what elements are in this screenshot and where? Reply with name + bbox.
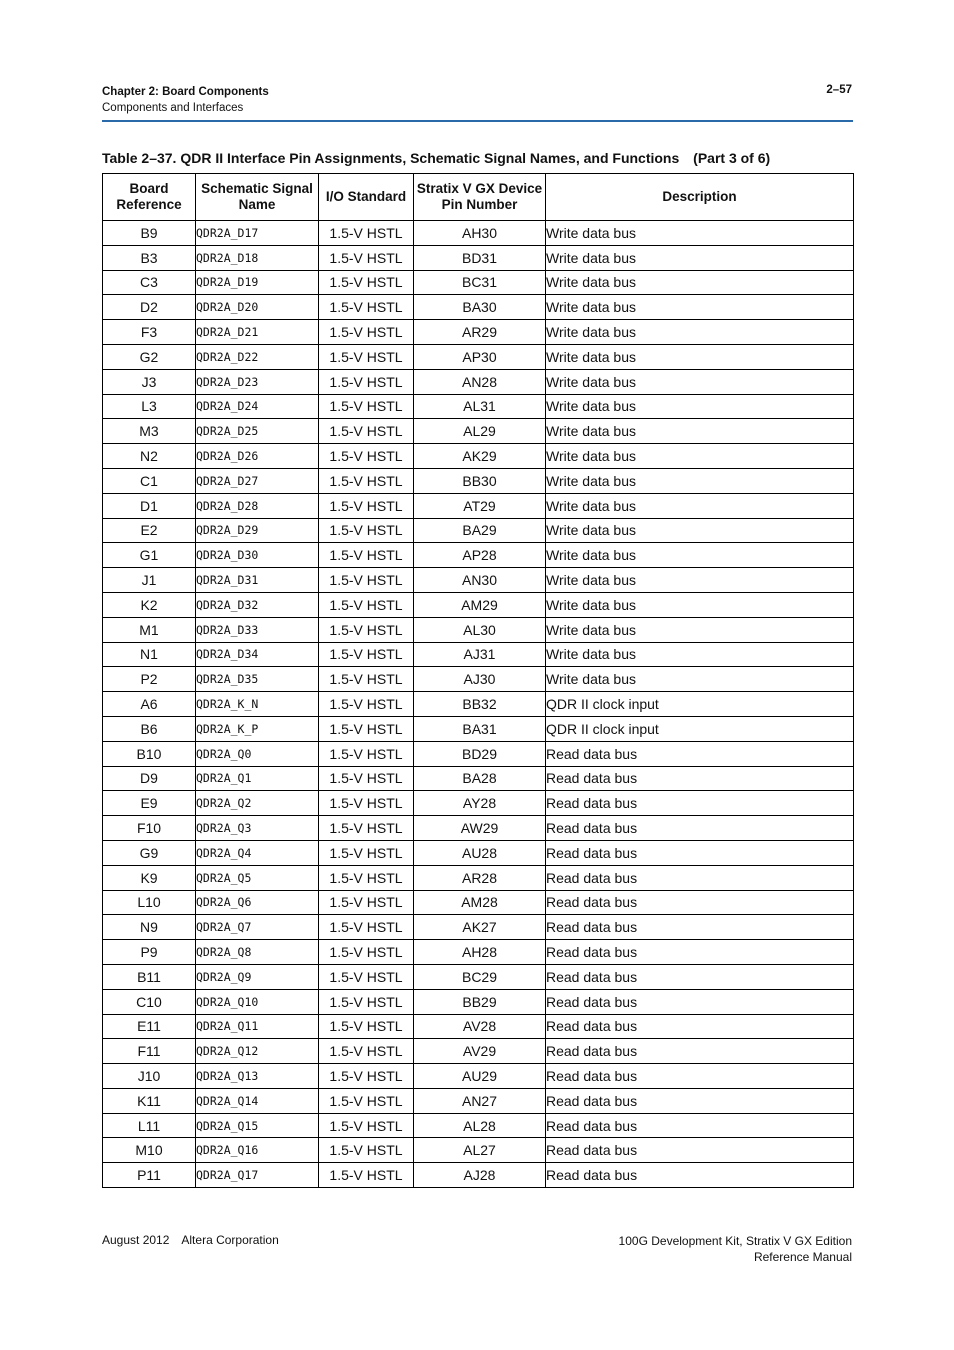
io-standard-cell: 1.5-V HSTL (319, 816, 414, 841)
board-reference-cell: L11 (103, 1113, 196, 1138)
table-row (103, 543, 854, 568)
io-standard-cell: 1.5-V HSTL (319, 518, 414, 543)
description-cell: Read data bus (546, 791, 854, 816)
board-reference-cell: P11 (103, 1163, 196, 1188)
board-reference-cell: B6 (103, 716, 196, 741)
board-reference-cell: M1 (103, 617, 196, 642)
table-caption-part: (Part 3 of 6) (693, 150, 771, 166)
io-standard-cell: 1.5-V HSTL (319, 444, 414, 469)
board-reference-cell: B3 (103, 245, 196, 270)
io-standard-cell: 1.5-V HSTL (319, 791, 414, 816)
io-standard-cell: 1.5-V HSTL (319, 394, 414, 419)
table-row (103, 592, 854, 617)
table-row (103, 394, 854, 419)
io-standard-cell: 1.5-V HSTL (319, 865, 414, 890)
description-cell: Write data bus (546, 295, 854, 320)
description-cell: Read data bus (546, 964, 854, 989)
device-pin-cell: AK29 (414, 444, 546, 469)
footer-doc-title: 100G Development Kit, Stratix V GX Edition (618, 1234, 852, 1248)
table-body (103, 221, 854, 1188)
table-row (103, 1014, 854, 1039)
description-cell: Read data bus (546, 1113, 854, 1138)
device-pin-cell: AJ30 (414, 667, 546, 692)
io-standard-cell: 1.5-V HSTL (319, 369, 414, 394)
device-pin-cell: AU29 (414, 1064, 546, 1089)
table-row (103, 642, 854, 667)
io-standard-cell: 1.5-V HSTL (319, 419, 414, 444)
description-cell: Read data bus (546, 1088, 854, 1113)
table-row (103, 816, 854, 841)
io-standard-cell: 1.5-V HSTL (319, 667, 414, 692)
description-cell: Read data bus (546, 865, 854, 890)
device-pin-cell: AM29 (414, 592, 546, 617)
board-reference-cell: M3 (103, 419, 196, 444)
board-reference-cell: N1 (103, 642, 196, 667)
description-cell: Write data bus (546, 419, 854, 444)
signal-name-cell: QDR2A_D20 (196, 295, 319, 320)
running-header (102, 84, 269, 116)
signal-name-cell: QDR2A_D26 (196, 444, 319, 469)
signal-name-cell: QDR2A_Q14 (196, 1088, 319, 1113)
table-caption-title: Table 2–37. QDR II Interface Pin Assignments, Schematic Signal Names, and Functions (102, 150, 680, 166)
board-reference-cell: F10 (103, 816, 196, 841)
table-row (103, 493, 854, 518)
signal-name-cell: QDR2A_Q9 (196, 964, 319, 989)
board-reference-cell: L10 (103, 890, 196, 915)
description-cell: Read data bus (546, 840, 854, 865)
chapter-title: Chapter 2: Board Components (102, 86, 269, 98)
description-cell: Write data bus (546, 221, 854, 246)
io-standard-cell: 1.5-V HSTL (319, 1113, 414, 1138)
device-pin-cell: AJ28 (414, 1163, 546, 1188)
signal-name-cell: QDR2A_D17 (196, 221, 319, 246)
device-pin-cell: AL27 (414, 1138, 546, 1163)
io-standard-cell: 1.5-V HSTL (319, 1138, 414, 1163)
device-pin-cell: BA30 (414, 295, 546, 320)
device-pin-cell: BA28 (414, 766, 546, 791)
board-reference-cell: L3 (103, 394, 196, 419)
table-row (103, 344, 854, 369)
device-pin-cell: AV28 (414, 1014, 546, 1039)
io-standard-cell: 1.5-V HSTL (319, 270, 414, 295)
io-standard-cell: 1.5-V HSTL (319, 1039, 414, 1064)
footer-date: August 2012 (102, 1233, 170, 1247)
signal-name-cell: QDR2A_Q12 (196, 1039, 319, 1064)
board-reference-cell: C10 (103, 989, 196, 1014)
description-cell: Write data bus (546, 493, 854, 518)
description-cell: Write data bus (546, 320, 854, 345)
description-cell: Write data bus (546, 394, 854, 419)
signal-name-cell: QDR2A_Q3 (196, 816, 319, 841)
device-pin-cell: AR28 (414, 865, 546, 890)
table-row (103, 692, 854, 717)
table-row (103, 518, 854, 543)
io-standard-cell: 1.5-V HSTL (319, 890, 414, 915)
signal-name-cell: QDR2A_D21 (196, 320, 319, 345)
signal-name-cell: QDR2A_D18 (196, 245, 319, 270)
device-pin-cell: AW29 (414, 816, 546, 841)
signal-name-cell: QDR2A_D24 (196, 394, 319, 419)
table-row (103, 865, 854, 890)
header-description: Description (546, 174, 854, 221)
description-cell: Read data bus (546, 1014, 854, 1039)
device-pin-cell: BA31 (414, 716, 546, 741)
table-row (103, 468, 854, 493)
io-standard-cell: 1.5-V HSTL (319, 468, 414, 493)
description-cell: Read data bus (546, 816, 854, 841)
io-standard-cell: 1.5-V HSTL (319, 964, 414, 989)
device-pin-cell: BD31 (414, 245, 546, 270)
description-cell: Read data bus (546, 1163, 854, 1188)
board-reference-cell: J10 (103, 1064, 196, 1089)
table-row (103, 568, 854, 593)
table-row (103, 964, 854, 989)
table-row (103, 890, 854, 915)
device-pin-cell: AH30 (414, 221, 546, 246)
signal-name-cell: QDR2A_K_N (196, 692, 319, 717)
signal-name-cell: QDR2A_Q5 (196, 865, 319, 890)
description-cell: Read data bus (546, 1039, 854, 1064)
description-cell: Write data bus (546, 617, 854, 642)
table-row (103, 766, 854, 791)
table-row (103, 245, 854, 270)
device-pin-cell: AV29 (414, 1039, 546, 1064)
device-pin-cell: AP30 (414, 344, 546, 369)
board-reference-cell: K11 (103, 1088, 196, 1113)
signal-name-cell: QDR2A_Q11 (196, 1014, 319, 1039)
table-row (103, 320, 854, 345)
description-cell: QDR II clock input (546, 716, 854, 741)
table-row (103, 1039, 854, 1064)
board-reference-cell: E2 (103, 518, 196, 543)
io-standard-cell: 1.5-V HSTL (319, 642, 414, 667)
signal-name-cell: QDR2A_D31 (196, 568, 319, 593)
signal-name-cell: QDR2A_D29 (196, 518, 319, 543)
footer-right (619, 1233, 852, 1265)
device-pin-cell: AT29 (414, 493, 546, 518)
table-row (103, 840, 854, 865)
device-pin-cell: AU28 (414, 840, 546, 865)
signal-name-cell: QDR2A_Q4 (196, 840, 319, 865)
device-pin-cell: AL31 (414, 394, 546, 419)
device-pin-cell: AJ31 (414, 642, 546, 667)
table-row (103, 617, 854, 642)
table-row (103, 716, 854, 741)
board-reference-cell: F11 (103, 1039, 196, 1064)
table-row (103, 791, 854, 816)
description-cell: Write data bus (546, 592, 854, 617)
signal-name-cell: QDR2A_D34 (196, 642, 319, 667)
signal-name-cell: QDR2A_D27 (196, 468, 319, 493)
io-standard-cell: 1.5-V HSTL (319, 344, 414, 369)
io-standard-cell: 1.5-V HSTL (319, 716, 414, 741)
device-pin-cell: BB32 (414, 692, 546, 717)
board-reference-cell: M10 (103, 1138, 196, 1163)
device-pin-cell: AP28 (414, 543, 546, 568)
table-row (103, 270, 854, 295)
table-row (103, 915, 854, 940)
signal-name-cell: QDR2A_D32 (196, 592, 319, 617)
page-number: 2–57 (826, 84, 852, 96)
header-device-pin-number: Stratix V GX Device Pin Number (414, 174, 546, 221)
board-reference-cell: B10 (103, 741, 196, 766)
description-cell: Write data bus (546, 568, 854, 593)
table-row (103, 369, 854, 394)
signal-name-cell: QDR2A_Q1 (196, 766, 319, 791)
device-pin-cell: AL30 (414, 617, 546, 642)
signal-name-cell: QDR2A_D28 (196, 493, 319, 518)
signal-name-cell: QDR2A_D25 (196, 419, 319, 444)
description-cell: Write data bus (546, 543, 854, 568)
board-reference-cell: C3 (103, 270, 196, 295)
signal-name-cell: QDR2A_K_P (196, 716, 319, 741)
device-pin-cell: BC31 (414, 270, 546, 295)
device-pin-cell: BD29 (414, 741, 546, 766)
board-reference-cell: B11 (103, 964, 196, 989)
io-standard-cell: 1.5-V HSTL (319, 245, 414, 270)
description-cell: Read data bus (546, 989, 854, 1014)
signal-name-cell: QDR2A_D22 (196, 344, 319, 369)
device-pin-cell: AM28 (414, 890, 546, 915)
signal-name-cell: QDR2A_Q8 (196, 940, 319, 965)
board-reference-cell: J1 (103, 568, 196, 593)
board-reference-cell: G2 (103, 344, 196, 369)
footer-company: Altera Corporation (181, 1233, 279, 1247)
io-standard-cell: 1.5-V HSTL (319, 741, 414, 766)
board-reference-cell: K9 (103, 865, 196, 890)
signal-name-cell: QDR2A_D33 (196, 617, 319, 642)
io-standard-cell: 1.5-V HSTL (319, 989, 414, 1014)
section-title: Components and Interfaces (102, 102, 244, 114)
header-board-reference: Board Reference (103, 174, 196, 221)
signal-name-cell: QDR2A_D30 (196, 543, 319, 568)
pin-assignment-table (102, 173, 854, 1188)
board-reference-cell: G9 (103, 840, 196, 865)
board-reference-cell: D9 (103, 766, 196, 791)
io-standard-cell: 1.5-V HSTL (319, 568, 414, 593)
device-pin-cell: AN30 (414, 568, 546, 593)
io-standard-cell: 1.5-V HSTL (319, 1014, 414, 1039)
board-reference-cell: A6 (103, 692, 196, 717)
io-standard-cell: 1.5-V HSTL (319, 221, 414, 246)
board-reference-cell: D2 (103, 295, 196, 320)
device-pin-cell: AY28 (414, 791, 546, 816)
signal-name-cell: QDR2A_D19 (196, 270, 319, 295)
signal-name-cell: QDR2A_Q13 (196, 1064, 319, 1089)
device-pin-cell: BC29 (414, 964, 546, 989)
table-row (103, 940, 854, 965)
io-standard-cell: 1.5-V HSTL (319, 915, 414, 940)
device-pin-cell: BB30 (414, 468, 546, 493)
io-standard-cell: 1.5-V HSTL (319, 1088, 414, 1113)
device-pin-cell: AK27 (414, 915, 546, 940)
table-row (103, 1138, 854, 1163)
device-pin-cell: AN27 (414, 1088, 546, 1113)
board-reference-cell: G1 (103, 543, 196, 568)
description-cell: QDR II clock input (546, 692, 854, 717)
table-row (103, 1088, 854, 1113)
description-cell: Write data bus (546, 270, 854, 295)
table-row (103, 667, 854, 692)
table-row (103, 444, 854, 469)
signal-name-cell: QDR2A_Q10 (196, 989, 319, 1014)
device-pin-cell: AR29 (414, 320, 546, 345)
header-schematic-signal-name: Schematic Signal Name (196, 174, 319, 221)
io-standard-cell: 1.5-V HSTL (319, 320, 414, 345)
io-standard-cell: 1.5-V HSTL (319, 1163, 414, 1188)
io-standard-cell: 1.5-V HSTL (319, 692, 414, 717)
board-reference-cell: E9 (103, 791, 196, 816)
board-reference-cell: C1 (103, 468, 196, 493)
description-cell: Read data bus (546, 915, 854, 940)
device-pin-cell: AH28 (414, 940, 546, 965)
signal-name-cell: QDR2A_Q16 (196, 1138, 319, 1163)
io-standard-cell: 1.5-V HSTL (319, 617, 414, 642)
description-cell: Read data bus (546, 940, 854, 965)
table-row (103, 989, 854, 1014)
io-standard-cell: 1.5-V HSTL (319, 295, 414, 320)
signal-name-cell: QDR2A_Q15 (196, 1113, 319, 1138)
description-cell: Write data bus (546, 518, 854, 543)
board-reference-cell: B9 (103, 221, 196, 246)
description-cell: Read data bus (546, 1138, 854, 1163)
device-pin-cell: AL29 (414, 419, 546, 444)
device-pin-cell: AL28 (414, 1113, 546, 1138)
description-cell: Write data bus (546, 344, 854, 369)
header-io-standard: I/O Standard (319, 174, 414, 221)
io-standard-cell: 1.5-V HSTL (319, 1064, 414, 1089)
table-row (103, 1064, 854, 1089)
io-standard-cell: 1.5-V HSTL (319, 840, 414, 865)
description-cell: Read data bus (546, 1064, 854, 1089)
table-header-row (103, 174, 854, 221)
table-row (103, 1163, 854, 1188)
description-cell: Write data bus (546, 245, 854, 270)
table-row (103, 1113, 854, 1138)
signal-name-cell: QDR2A_D35 (196, 667, 319, 692)
io-standard-cell: 1.5-V HSTL (319, 940, 414, 965)
table-row (103, 221, 854, 246)
description-cell: Write data bus (546, 444, 854, 469)
board-reference-cell: P9 (103, 940, 196, 965)
footer-doc-subtitle: Reference Manual (753, 1250, 852, 1264)
description-cell: Write data bus (546, 369, 854, 394)
io-standard-cell: 1.5-V HSTL (319, 543, 414, 568)
board-reference-cell: J3 (103, 369, 196, 394)
description-cell: Read data bus (546, 766, 854, 791)
table-row (103, 419, 854, 444)
device-pin-cell: BB29 (414, 989, 546, 1014)
footer-left (102, 1233, 279, 1247)
signal-name-cell: QDR2A_Q6 (196, 890, 319, 915)
io-standard-cell: 1.5-V HSTL (319, 592, 414, 617)
signal-name-cell: QDR2A_D23 (196, 369, 319, 394)
io-standard-cell: 1.5-V HSTL (319, 766, 414, 791)
io-standard-cell: 1.5-V HSTL (319, 493, 414, 518)
table-row (103, 741, 854, 766)
board-reference-cell: N9 (103, 915, 196, 940)
signal-name-cell: QDR2A_Q7 (196, 915, 319, 940)
description-cell: Write data bus (546, 642, 854, 667)
board-reference-cell: D1 (103, 493, 196, 518)
board-reference-cell: F3 (103, 320, 196, 345)
description-cell: Write data bus (546, 468, 854, 493)
board-reference-cell: E11 (103, 1014, 196, 1039)
signal-name-cell: QDR2A_Q2 (196, 791, 319, 816)
description-cell: Write data bus (546, 667, 854, 692)
table-row (103, 295, 854, 320)
board-reference-cell: K2 (103, 592, 196, 617)
table-caption (102, 150, 770, 166)
board-reference-cell: P2 (103, 667, 196, 692)
signal-name-cell: QDR2A_Q0 (196, 741, 319, 766)
description-cell: Read data bus (546, 890, 854, 915)
description-cell: Read data bus (546, 741, 854, 766)
header-rule (102, 120, 853, 122)
device-pin-cell: BA29 (414, 518, 546, 543)
board-reference-cell: N2 (103, 444, 196, 469)
device-pin-cell: AN28 (414, 369, 546, 394)
signal-name-cell: QDR2A_Q17 (196, 1163, 319, 1188)
